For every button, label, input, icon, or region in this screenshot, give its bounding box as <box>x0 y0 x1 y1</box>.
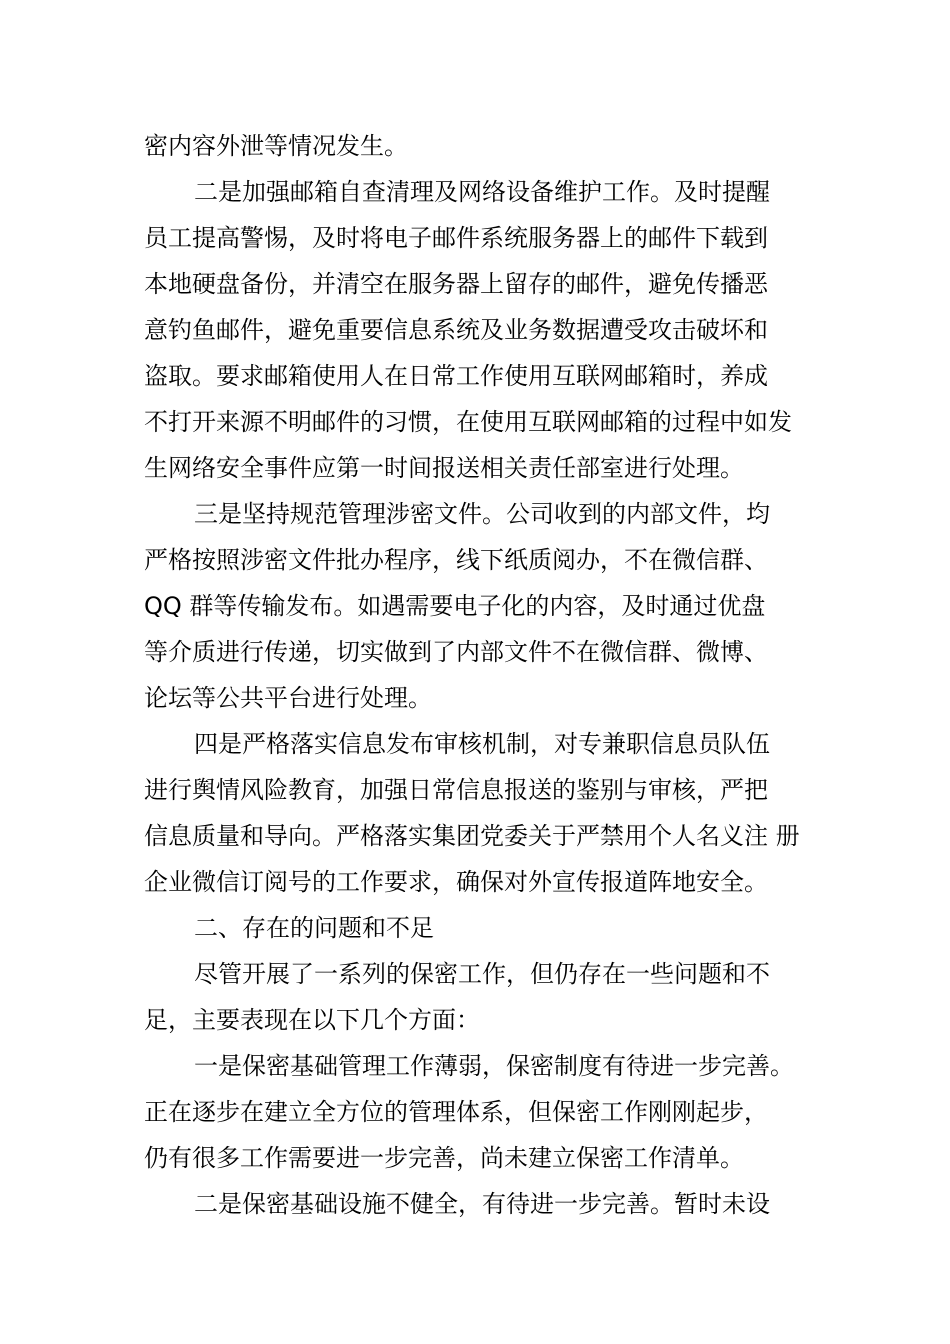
paragraph-start-line: 一是保密基础管理工作薄弱，保密制度有待进一步完善。 <box>194 1052 794 1080</box>
paragraph-start-line: 二是加强邮箱自查清理及网络设备维护工作。及时提醒 <box>194 178 770 206</box>
text-line: 仍有很多工作需要进一步完善，尚未建立保密工作清单。 <box>144 1144 744 1172</box>
text-line: 员工提高警惕，及时将电子邮件系统服务器上的邮件下载到 <box>144 224 768 252</box>
text-line: 生网络安全事件应第一时间报送相关责任部室进行处理。 <box>144 454 744 482</box>
paragraph-start-line: 三是坚持规范管理涉密文件。公司收到的内部文件，均 <box>194 500 770 528</box>
section-heading: 二、存在的问题和不足 <box>194 914 434 942</box>
text-line: 本地硬盘备份，并清空在服务器上留存的邮件，避免传播恶 <box>144 270 768 298</box>
text-line: 正在逐步在建立全方位的管理体系，但保密工作刚刚起步， <box>144 1098 768 1126</box>
text-line: 等介质进行传递，切实做到了内部文件不在微信群、微博、 <box>144 638 768 666</box>
text-line: 信息质量和导向。严格落实集团党委关于严禁用个人名义注 册 <box>144 822 800 850</box>
text-line: 论坛等公共平台进行处理。 <box>144 684 432 712</box>
text-line: 进行舆情风险教育，加强日常信息报送的鉴别与审核，严把 <box>144 776 768 804</box>
text-line: 企业微信订阅号的工作要求，确保对外宣传报道阵地安全。 <box>144 868 768 896</box>
paragraph-start-line: 四是严格落实信息发布审核机制，对专兼职信息员队伍 <box>194 730 770 758</box>
text-line: 足，主要表现在以下几个方面： <box>144 1006 480 1034</box>
text-line: 严格按照涉密文件批办程序，线下纸质阅办，不在微信群、 <box>144 546 768 574</box>
text-line: 盗取。要求邮箱使用人在日常工作使用互联网邮箱时，养成 <box>144 362 768 390</box>
text-line: 密内容外泄等情况发生。 <box>144 132 408 160</box>
paragraph-start-line: 二是保密基础设施不健全，有待进一步完善。暂时未设 <box>194 1190 770 1218</box>
text-line: QQ 群等传输发布。如遇需要电子化的内容，及时通过优盘 <box>144 592 766 620</box>
text-line: 意钓鱼邮件，避免重要信息系统及业务数据遭受攻击破坏和 <box>144 316 768 344</box>
paragraph-start-line: 尽管开展了一系列的保密工作，但仍存在一些问题和不 <box>194 960 770 988</box>
text-line: 不打开来源不明邮件的习惯，在使用互联网邮箱的过程中如发 <box>144 408 792 436</box>
